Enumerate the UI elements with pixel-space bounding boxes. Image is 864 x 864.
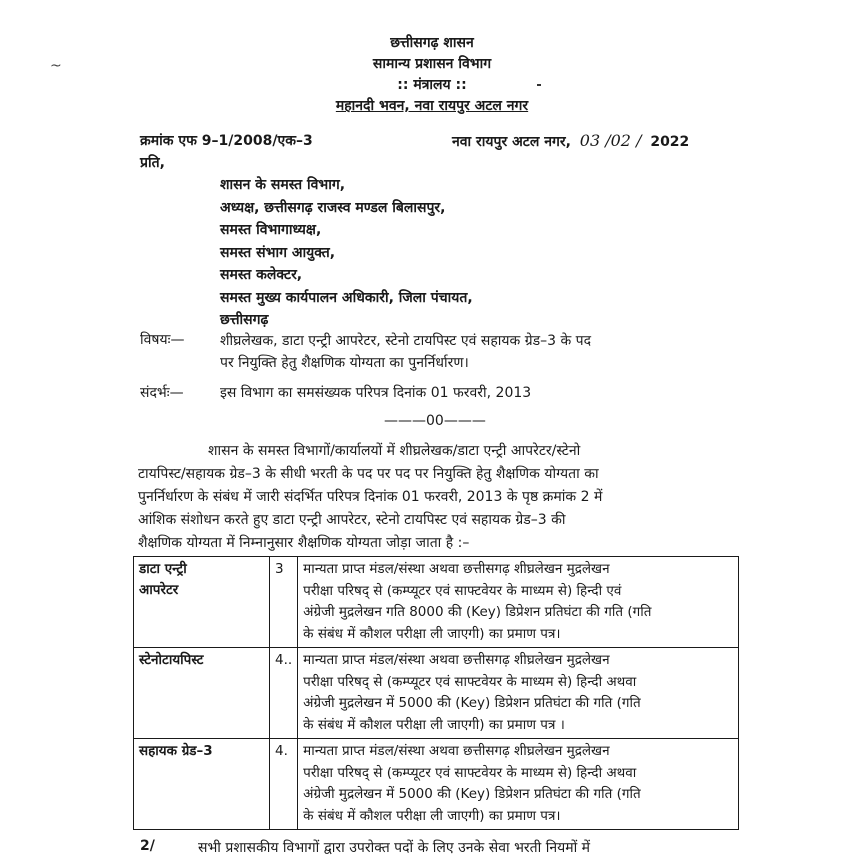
qualification-line: परीक्षा परिषद् से (कम्प्यूटर एवं साफ्टवेयर के माध्यम से) हिन्दी एवं (303, 582, 622, 599)
qualification-cell (298, 739, 739, 830)
qualification-line: परीक्षा परिषद् से (कम्प्यूटर एवं साफ्टवेयर के माध्यम से) हिन्दी अथवा (303, 764, 637, 781)
qualification-line: मान्यता प्राप्त मंडल/संस्था अथवा छत्तीसगढ़ शीघ्रलेखन मुद्रलेखन (303, 743, 610, 759)
post-cell (134, 557, 270, 648)
serial-cell: 3 (270, 557, 298, 648)
serial-cell: 4. (270, 739, 298, 830)
qualification-table (133, 556, 739, 830)
reference-label: संदर्भः— (140, 385, 184, 401)
separator: ———00——— (384, 413, 486, 429)
subject-label: विषयः— (140, 332, 185, 348)
qualification-line: मान्यता प्राप्त मंडल/संस्था अथवा छत्तीसगढ़ शीघ्रलेखन मुद्रलेखन (303, 561, 610, 577)
qualification-line: के संबंध में कौशल परीक्षा ली जाएगी) का प्रमाण पत्र। (303, 625, 561, 642)
recipient-item: समस्त कलेक्टर, (220, 267, 303, 283)
subject-line: पर नियुक्ति हेतु शैक्षणिक योग्यता का पुनर्निर्धारण। (220, 355, 469, 371)
post-name: डाटा एन्ट्री (139, 561, 187, 577)
recipient-item: अध्यक्ष, छत्तीसगढ़ राजस्व मण्डल बिलासपुर, (220, 199, 446, 216)
post-name: स्टेनोटायपिस्ट (139, 652, 204, 668)
recipient-item: शासन के समस्त विभाग, (220, 177, 346, 193)
qualification-cell (298, 648, 739, 739)
paragraph-number: 2/ (140, 838, 155, 854)
recipient-item: समस्त विभागाध्यक्ष, (220, 222, 322, 238)
margin-mark: ~ (50, 58, 62, 74)
table-row (134, 557, 739, 648)
subject-line: शीघ्रलेखक, डाटा एन्ट्री आपरेटर, स्टेनो टायपिस्ट एवं सहायक ग्रेड–3 के पद (220, 333, 592, 349)
recipient-item: छत्तीसगढ़ (220, 312, 269, 328)
reference-number: क्रमांक एफ 9–1/2008/एक–3 (140, 133, 313, 149)
subject-text (220, 330, 738, 374)
paragraph-line: टायपिस्ट/सहायक ग्रेड–3 के सीधी भरती के पद पर पद पर नियुक्ति हेतु शैक्षणिक योग्यता का (138, 466, 599, 482)
body-paragraph (138, 440, 738, 555)
paragraph-line: पुनर्निर्धारण के संबंध में जारी संदर्भित परिपत्र दिनांक 01 फरवरी, 2013 के पृष्ठ क्रमांक 2 में (138, 489, 603, 505)
table-row (134, 648, 739, 739)
header-department: सामान्य प्रशासन विभाग (372, 56, 492, 72)
qualification-line: परीक्षा परिषद् से (कम्प्यूटर एवं साफ्टवेयर के माध्यम से) हिन्दी अथवा (303, 673, 637, 690)
reference-text: इस विभाग का समसंख्यक परिपत्र दिनांक 01 फरवरी, 2013 (220, 385, 532, 401)
recipient-item: समस्त मुख्य कार्यपालन अधिकारी, जिला पंचायत, (220, 289, 473, 306)
recipient-list (220, 174, 473, 332)
post-name: आपरेटर (139, 582, 179, 598)
place-date (452, 131, 689, 151)
handwritten-date: 03 /02 / (579, 131, 642, 150)
paragraph-line: शासन के समस्त विभागों/कार्यालयों में शीघ्रलेखक/डाटा एन्ट्री आपरेटर/स्टेनो (208, 443, 581, 459)
qualification-line: अंग्रेजी मुद्रलेखन में 5000 की (Key) डिप्रेशन प्रतिघंटा की गति (गति (303, 786, 641, 802)
table-row (134, 739, 739, 830)
qualification-line: मान्यता प्राप्त मंडल/संस्था अथवा छत्तीसगढ़ शीघ्रलेखन मुद्रलेखन (303, 652, 610, 668)
header-government: छत्तीसगढ़ शासन (390, 35, 474, 51)
recipient-item: समस्त संभाग आयुक्त, (220, 244, 336, 261)
post-name: सहायक ग्रेड–3 (139, 743, 213, 759)
header-address: महानदी भवन, नवा रायपुर अटल नगर (335, 98, 529, 114)
qualification-line: अंग्रेजी मुद्रलेखन गति 8000 की (Key) डिप्रेशन प्रतिघंटा की गति (गति (303, 604, 652, 620)
to-label: प्रति, (140, 155, 165, 171)
year: 2022 (650, 134, 690, 150)
paragraph-line: आंशिक संशोधन करते हुए डाटा एन्ट्री आपरेटर, स्टेनो टायपिस्ट एवं सहायक ग्रेड–3 की (138, 512, 566, 528)
paragraph-line: शैक्षणिक योग्यता में निम्नानुसार शैक्षणिक योग्यता जोड़ा जाता है :– (138, 535, 470, 551)
serial-cell: 4.. (270, 648, 298, 739)
post-cell (134, 739, 270, 830)
paragraph-2-text: सभी प्रशासकीय विभागों द्वारा उपरोक्त पदों के लिए उनके सेवा भरती नियमों में (198, 840, 591, 856)
qualification-line: अंग्रेजी मुद्रलेखन में 5000 की (Key) डिप्रेशन प्रतिघंटा की गति (गति (303, 695, 641, 711)
qualification-line: के संबंध में कौशल परीक्षा ली जाएगी) का प्रमाण पत्र। (303, 807, 561, 824)
qualification-line: के संबंध में कौशल परीक्षा ली जाएगी) का प्रमाण पत्र । (303, 716, 565, 733)
qualification-cell (298, 557, 739, 648)
header-ministry: :: मंत्रालय :: (397, 77, 467, 93)
post-cell (134, 648, 270, 739)
place-label: नवा रायपुर अटल नगर, (452, 134, 571, 150)
